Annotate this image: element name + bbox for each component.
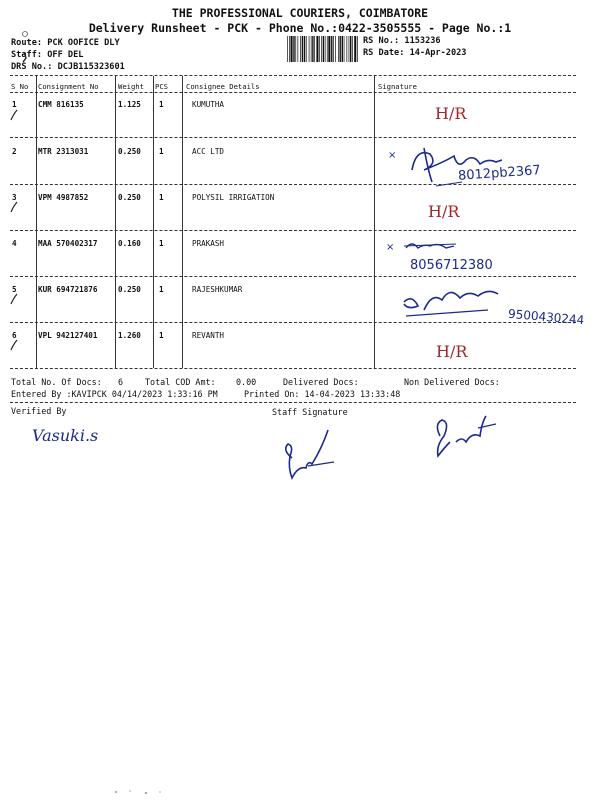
row-4-signature-scribble bbox=[384, 234, 474, 258]
row-3-signature: H/R bbox=[428, 202, 460, 221]
row-3-sno: 3 bbox=[12, 193, 17, 202]
column-divider bbox=[374, 76, 375, 368]
check-mark bbox=[8, 200, 20, 214]
document-title: THE PROFESSIONAL COURIERS, COIMBATORE bbox=[171, 6, 429, 20]
row-6-signature: H/R bbox=[436, 342, 468, 361]
footer-rule bbox=[10, 402, 576, 403]
barcode bbox=[287, 36, 360, 62]
row-5-pcs: 1 bbox=[159, 285, 164, 294]
staff-signature-mark bbox=[278, 428, 358, 490]
row-4-consignee: PRAKASH bbox=[192, 239, 225, 248]
total-docs-value: 6 bbox=[118, 377, 124, 387]
row-2-consignment: MTR 2313031 bbox=[38, 147, 89, 156]
row-3-pcs: 1 bbox=[159, 193, 164, 202]
row-4-phone: 8056712380 bbox=[410, 258, 493, 273]
route-text: Route: PCK OOFICE DLY bbox=[11, 38, 120, 48]
column-divider bbox=[115, 76, 116, 368]
check-mark bbox=[8, 338, 20, 352]
check-mark bbox=[8, 292, 20, 306]
row-2-pcs: 1 bbox=[159, 147, 164, 156]
row-5-signature-scribble bbox=[398, 280, 518, 326]
total-docs-label: Total No. Of Docs: bbox=[11, 377, 102, 387]
row-4-weight: 0.160 bbox=[118, 239, 141, 248]
row-rule bbox=[10, 230, 576, 231]
pen-scribble-mark bbox=[18, 30, 32, 70]
row-5-weight: 0.250 bbox=[118, 285, 141, 294]
rs-number: RS No.: 1153236 bbox=[363, 36, 441, 46]
entered-by: Entered By :KAVIPCK 04/14/2023 1:33:16 PM bbox=[11, 389, 218, 399]
row-6-sno: 6 bbox=[12, 331, 17, 340]
scan-speck bbox=[110, 786, 170, 798]
svg-text:×: × bbox=[386, 242, 395, 253]
check-mark bbox=[8, 108, 20, 122]
total-cod-label: Total COD Amt: bbox=[145, 377, 216, 387]
row-6-consignee: REVANTH bbox=[192, 331, 225, 340]
row-2-sno: 2 bbox=[12, 147, 17, 156]
header-signature: Signature bbox=[378, 82, 417, 91]
row-3-weight: 0.250 bbox=[118, 193, 141, 202]
non-delivered-docs-label: Non Delivered Docs: bbox=[404, 377, 500, 387]
row-rule bbox=[10, 276, 576, 277]
document-subtitle: Delivery Runsheet - PCK - Phone No.:0422-3505555 - Page No.:1 bbox=[88, 21, 512, 35]
row-3-consignment: VPM 4987852 bbox=[38, 193, 89, 202]
rs-date: RS Date: 14-Apr-2023 bbox=[363, 48, 467, 58]
row-4-sno: 4 bbox=[12, 239, 17, 248]
svg-text:×: × bbox=[388, 150, 397, 161]
header-consignment: Consignment No bbox=[38, 82, 99, 91]
row-1-pcs: 1 bbox=[159, 100, 164, 109]
table-bottom-rule bbox=[10, 368, 576, 369]
row-4-consignment: MAA 570402317 bbox=[38, 239, 98, 248]
header-weight: Weight bbox=[118, 82, 144, 91]
staff-text: Staff: OFF DEL bbox=[11, 50, 84, 60]
column-divider bbox=[153, 76, 154, 368]
row-rule bbox=[10, 137, 576, 138]
row-5-sno: 5 bbox=[12, 285, 17, 294]
row-1-signature: H/R bbox=[435, 104, 467, 123]
row-3-consignee: POLYSIL IRRIGATION bbox=[192, 193, 275, 202]
row-1-sno: 1 bbox=[12, 100, 17, 109]
row-1-consignment: CMM 816135 bbox=[38, 100, 84, 109]
staff-signature-initials bbox=[428, 412, 518, 464]
row-6-pcs: 1 bbox=[159, 331, 164, 340]
row-2-phone: 8012pb2367 bbox=[457, 163, 542, 184]
column-divider bbox=[36, 76, 37, 368]
total-cod-value: 0.00 bbox=[236, 377, 257, 387]
table-header-rule bbox=[10, 92, 576, 93]
row-6-consignment: VPL 942127401 bbox=[38, 331, 98, 340]
row-6-weight: 1.260 bbox=[118, 331, 141, 340]
row-2-weight: 0.250 bbox=[118, 147, 141, 156]
drs-number: DRS No.: DCJB115323601 bbox=[11, 62, 125, 72]
column-divider bbox=[182, 76, 183, 368]
row-5-phone: 9500430244 bbox=[507, 306, 585, 328]
verified-by-signature: Vasuki.s bbox=[32, 426, 99, 445]
row-2-consignee: ACC LTD bbox=[192, 147, 225, 156]
printed-on: Printed On: 14-04-2023 13:33:48 bbox=[244, 389, 401, 399]
row-1-consignee: KUMUTHA bbox=[192, 100, 225, 109]
row-5-consignment: KUR 694721876 bbox=[38, 285, 98, 294]
delivered-docs-label: Delivered Docs: bbox=[283, 377, 359, 387]
row-5-consignee: RAJESHKUMAR bbox=[192, 285, 243, 294]
header-sno: S No bbox=[11, 82, 29, 91]
header-consignee: Consignee Details bbox=[186, 82, 260, 91]
table-top-rule bbox=[10, 75, 576, 76]
row-4-pcs: 1 bbox=[159, 239, 164, 248]
verified-by-label: Verified By bbox=[11, 406, 67, 416]
header-pcs: PCS bbox=[155, 82, 168, 91]
row-1-weight: 1.125 bbox=[118, 100, 141, 109]
staff-signature-label: Staff Signature bbox=[272, 407, 348, 417]
